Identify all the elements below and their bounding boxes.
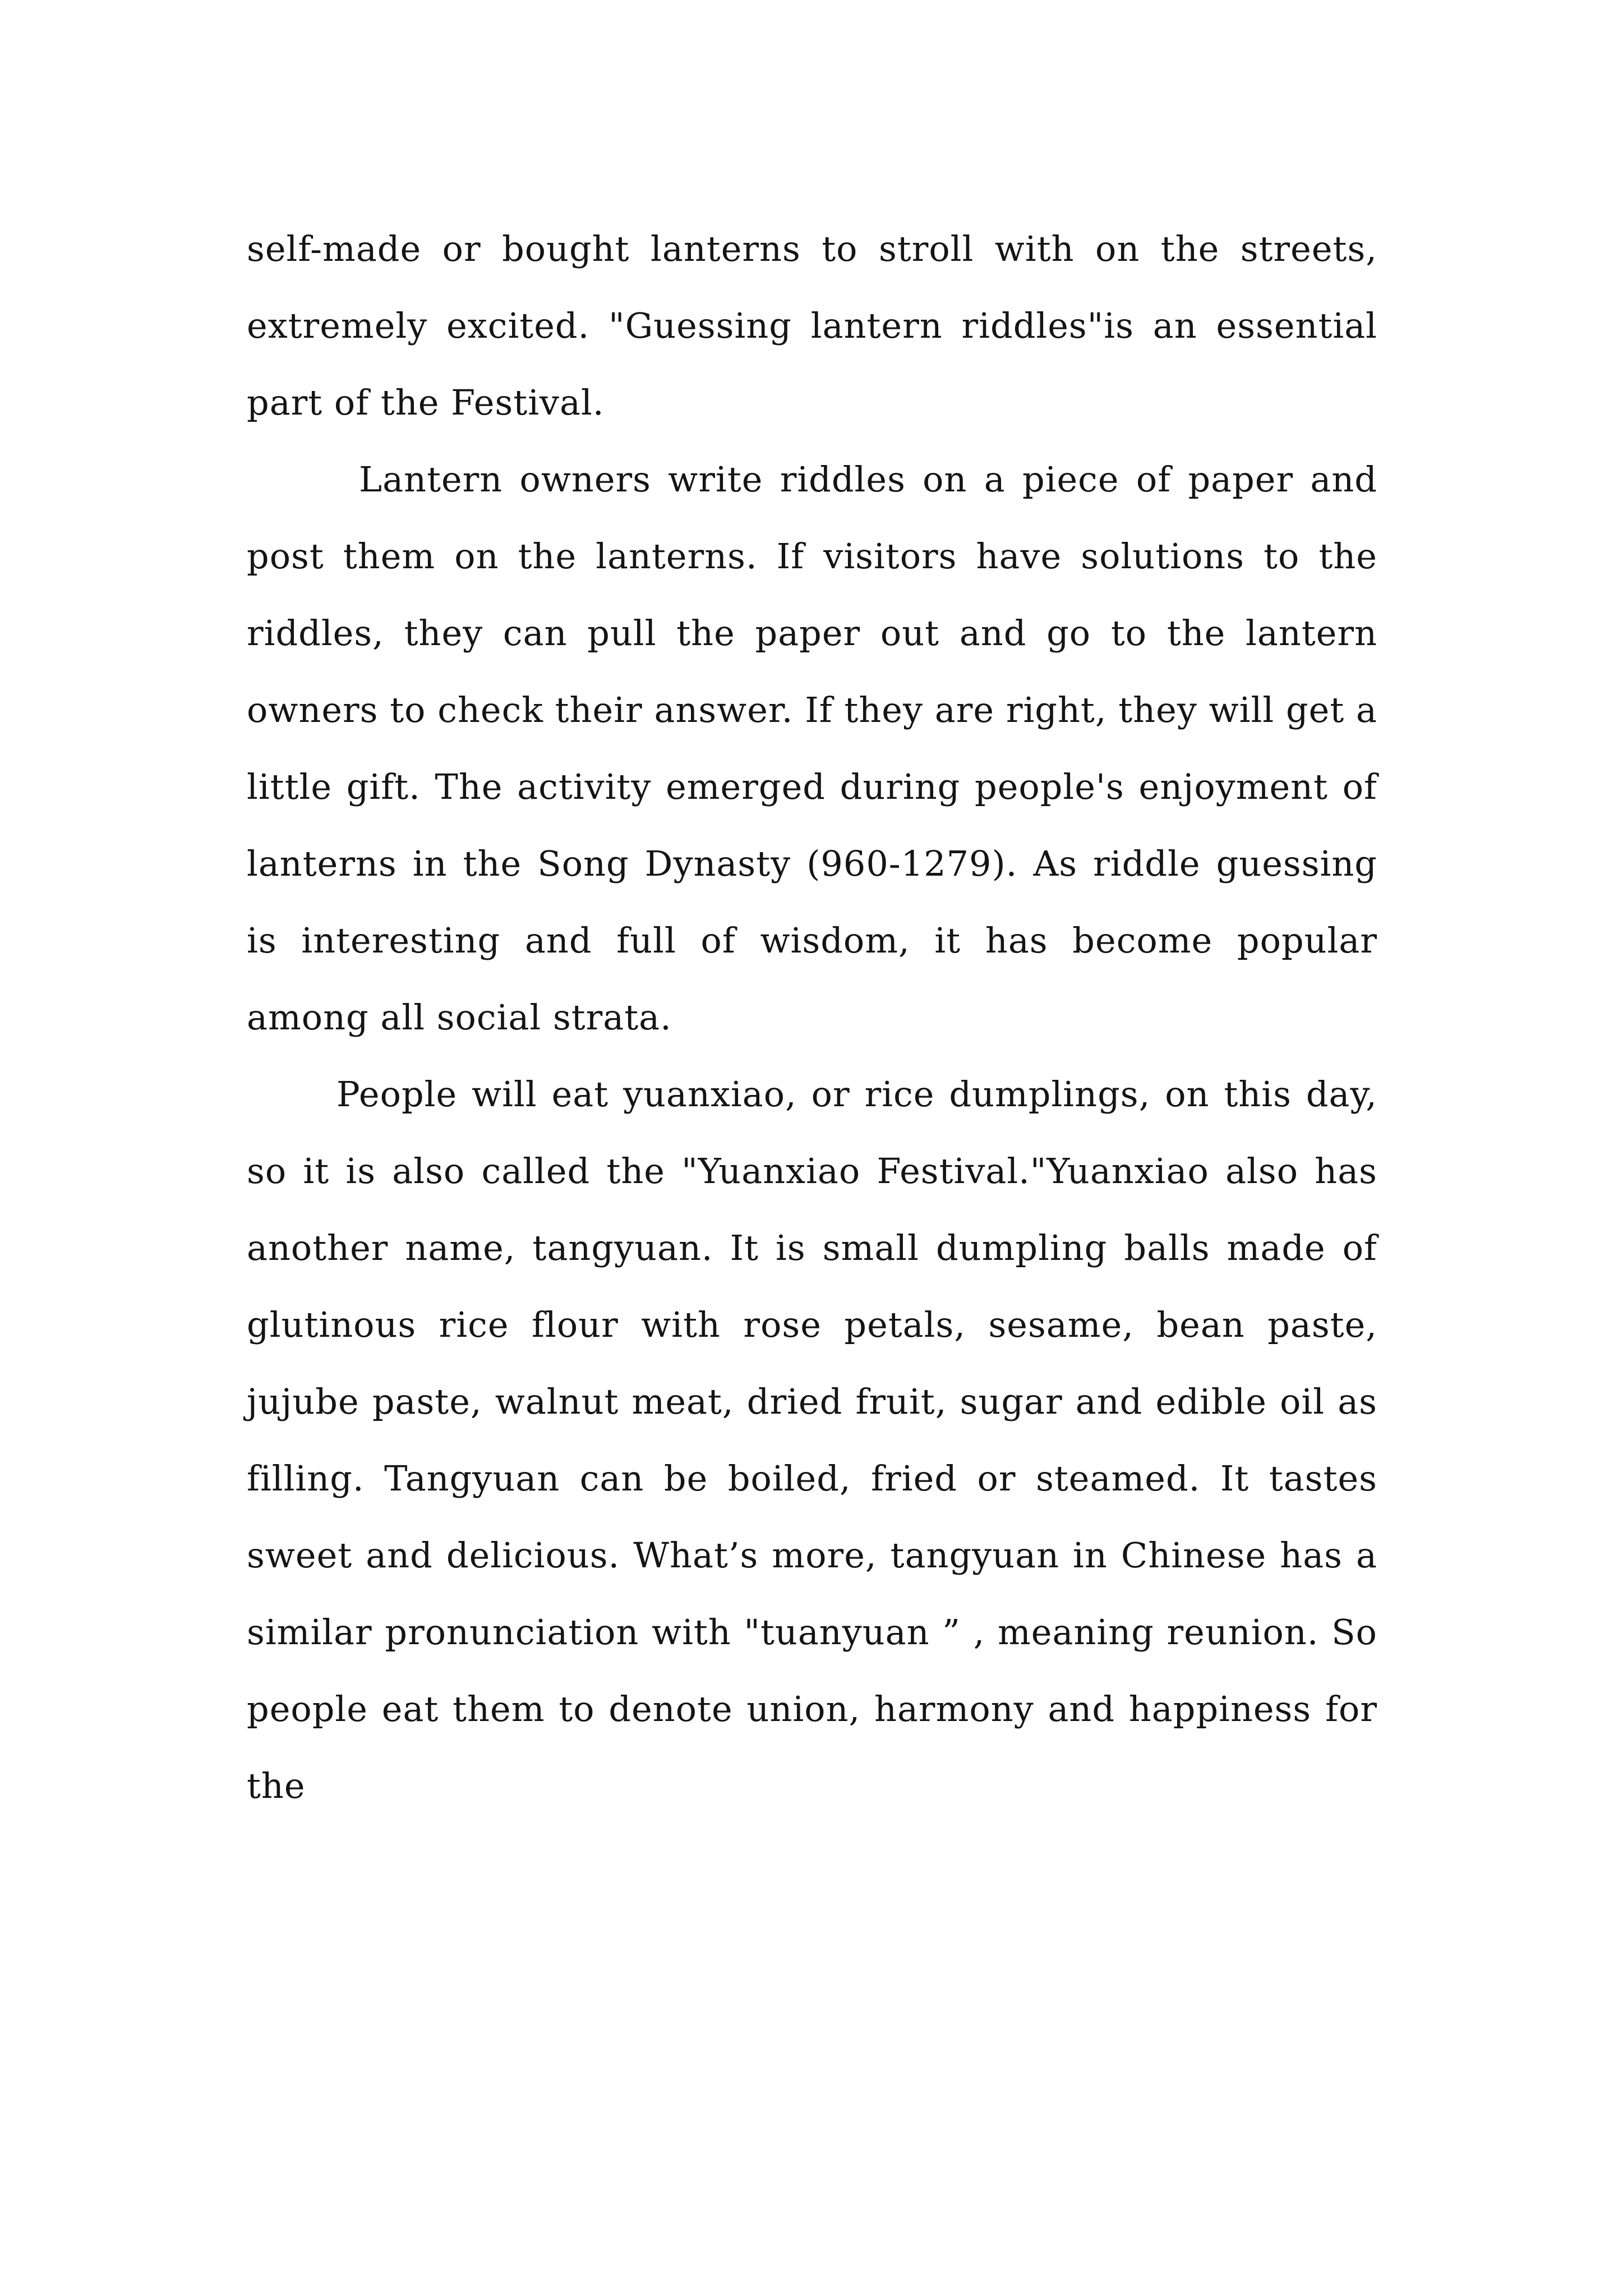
body-text (247, 210, 1377, 1824)
paragraph-continuation: self-made or bought lanterns to stroll with on the streets, extremely excited. "Guessing lantern riddles"is an essential part of the Festival. (247, 228, 1377, 423)
paragraph-lantern-riddles: Lantern owners write riddles on a piece of paper and post them on the lanterns. If visitors have solutions to the riddles, they can pull the paper out and go to the lantern owners to check their answer. If they are right, they will get a little gift. The activity emerged during people's enjoyment of lanterns in the Song Dynasty (960-1279). As riddle guessing is interesting and full of wisdom, it has become popular among all social strata. (247, 459, 1377, 1038)
paragraph-yuanxiao: People will eat yuanxiao, or rice dumplings, on this day, so it is also called the "Yuanxiao Festival."Yuanxiao also has another name, tangyuan. It is small dumpling balls made of glutinous rice flour with rose petals, sesame, bean paste, jujube paste, walnut meat, dried fruit, sugar and edible oil as filling. Tangyuan can be boiled, fried or steamed. It tastes sweet and delicious. What’s more, tangyuan in Chinese has a similar pronunciation with "tuanyuan ” , meaning reunion. So people eat them to denote union, harmony and happiness for the (247, 1074, 1377, 1806)
